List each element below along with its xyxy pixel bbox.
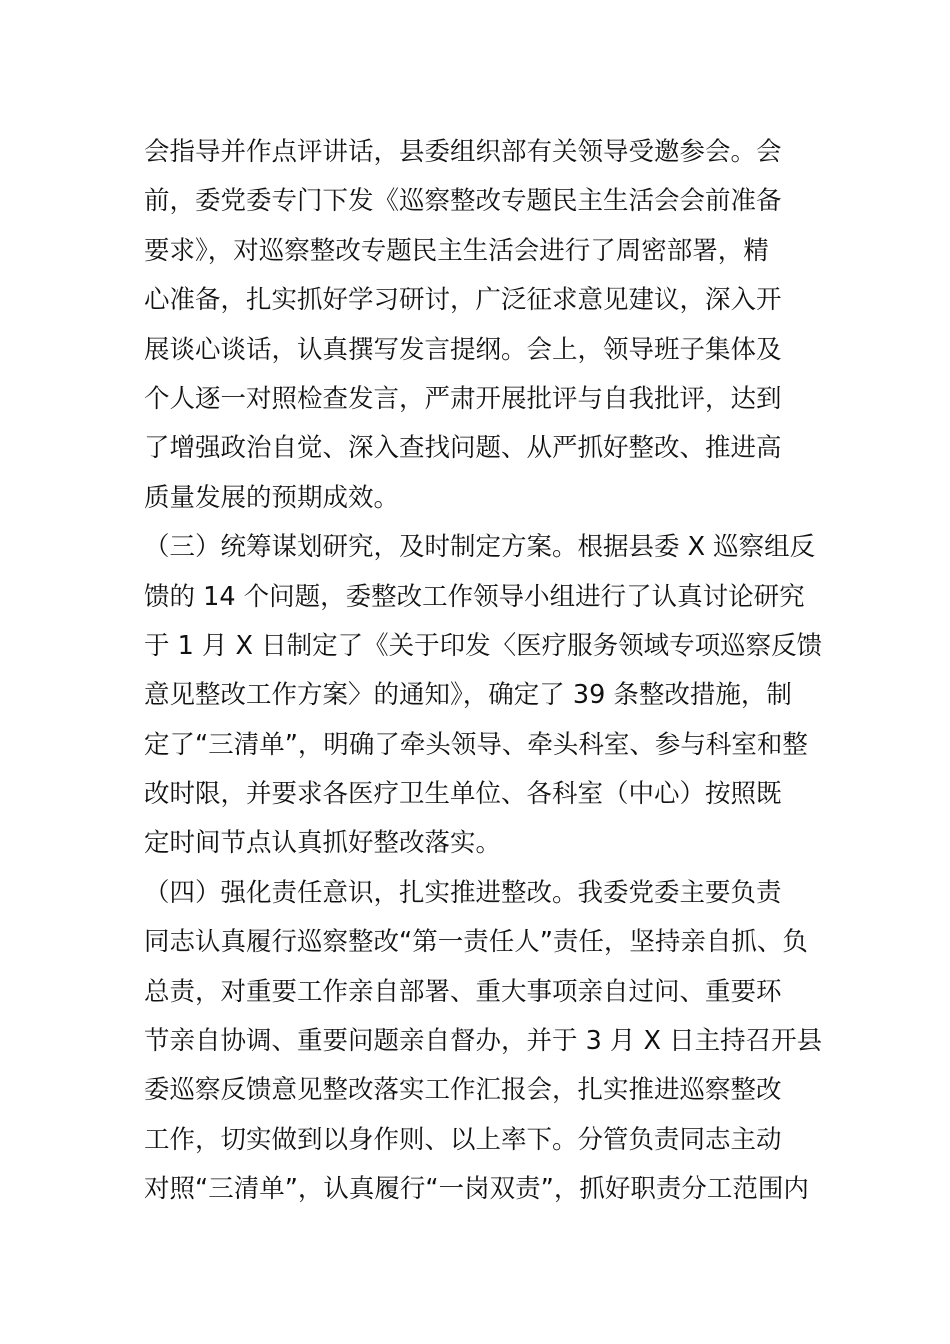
text-line: 节亲自协调、重要问题亲自督办，并于 3 月 X 日主持召开县 [144,1026,823,1057]
text-line: 了增强政治自觉、深入查找问题、从严抓好整改、推进高 [144,433,782,464]
text-line: 展谈心谈话，认真撰写发言提纲。会上，领导班子集体及 [144,334,782,365]
text-line: 于 1 月 X 日制定了《关于印发〈医疗服务领域专项巡察反馈 [144,630,823,661]
section-heading-line: （三）统筹谋划研究，及时制定方案。根据县委 X 巡察组反 [144,532,816,563]
text-line: 改时限，并要求各医疗卫生单位、各科室（中心）按照既 [144,779,782,810]
text-line: 工作，切实做到以身作则、以上率下。分管负责同志主动 [144,1124,782,1155]
text-line: 心准备，扎实抓好学习研讨，广泛征求意见建议，深入开 [144,285,782,316]
text-line: 定了“三清单”，明确了牵头领导、牵头科室、参与科室和整 [144,729,808,760]
text-line: 总责，对重要工作亲自部署、重大事项亲自过问、重要环 [144,976,782,1007]
text-line: 馈的 14 个问题，委整改工作领导小组进行了认真讨论研究 [144,581,805,612]
text-line: 委巡察反馈意见整改落实工作汇报会，扎实推进巡察整改 [144,1075,782,1106]
body-text [144,128,824,1215]
section-heading-line: （四）强化责任意识，扎实推进整改。我委党委主要负责 [144,877,782,908]
text-line: 会指导并作点评讲话，县委组织部有关领导受邀参会。会 [144,137,782,167]
text-line: 质量发展的预期成效。 [144,482,400,513]
text-line: 要求》，对巡察整改专题民主生活会进行了周密部署，精 [144,235,769,266]
text-line: 对照“三清单”，认真履行“一岗双责”，抓好职责分工范围内 [144,1174,809,1205]
text-line: 意见整改工作方案〉的通知》，确定了 39 条整改措施，制 [144,680,792,711]
text-line: 前，委党委专门下发《巡察整改专题民主生活会会前准备 [144,186,782,217]
text-line: 定时间节点认真抓好整改落实。 [144,828,502,859]
text-line: 同志认真履行巡察整改“第一责任人”责任，坚持亲自抓、负 [144,927,808,958]
text-line: 个人逐一对照检查发言，严肃开展批评与自我批评，达到 [144,383,782,414]
